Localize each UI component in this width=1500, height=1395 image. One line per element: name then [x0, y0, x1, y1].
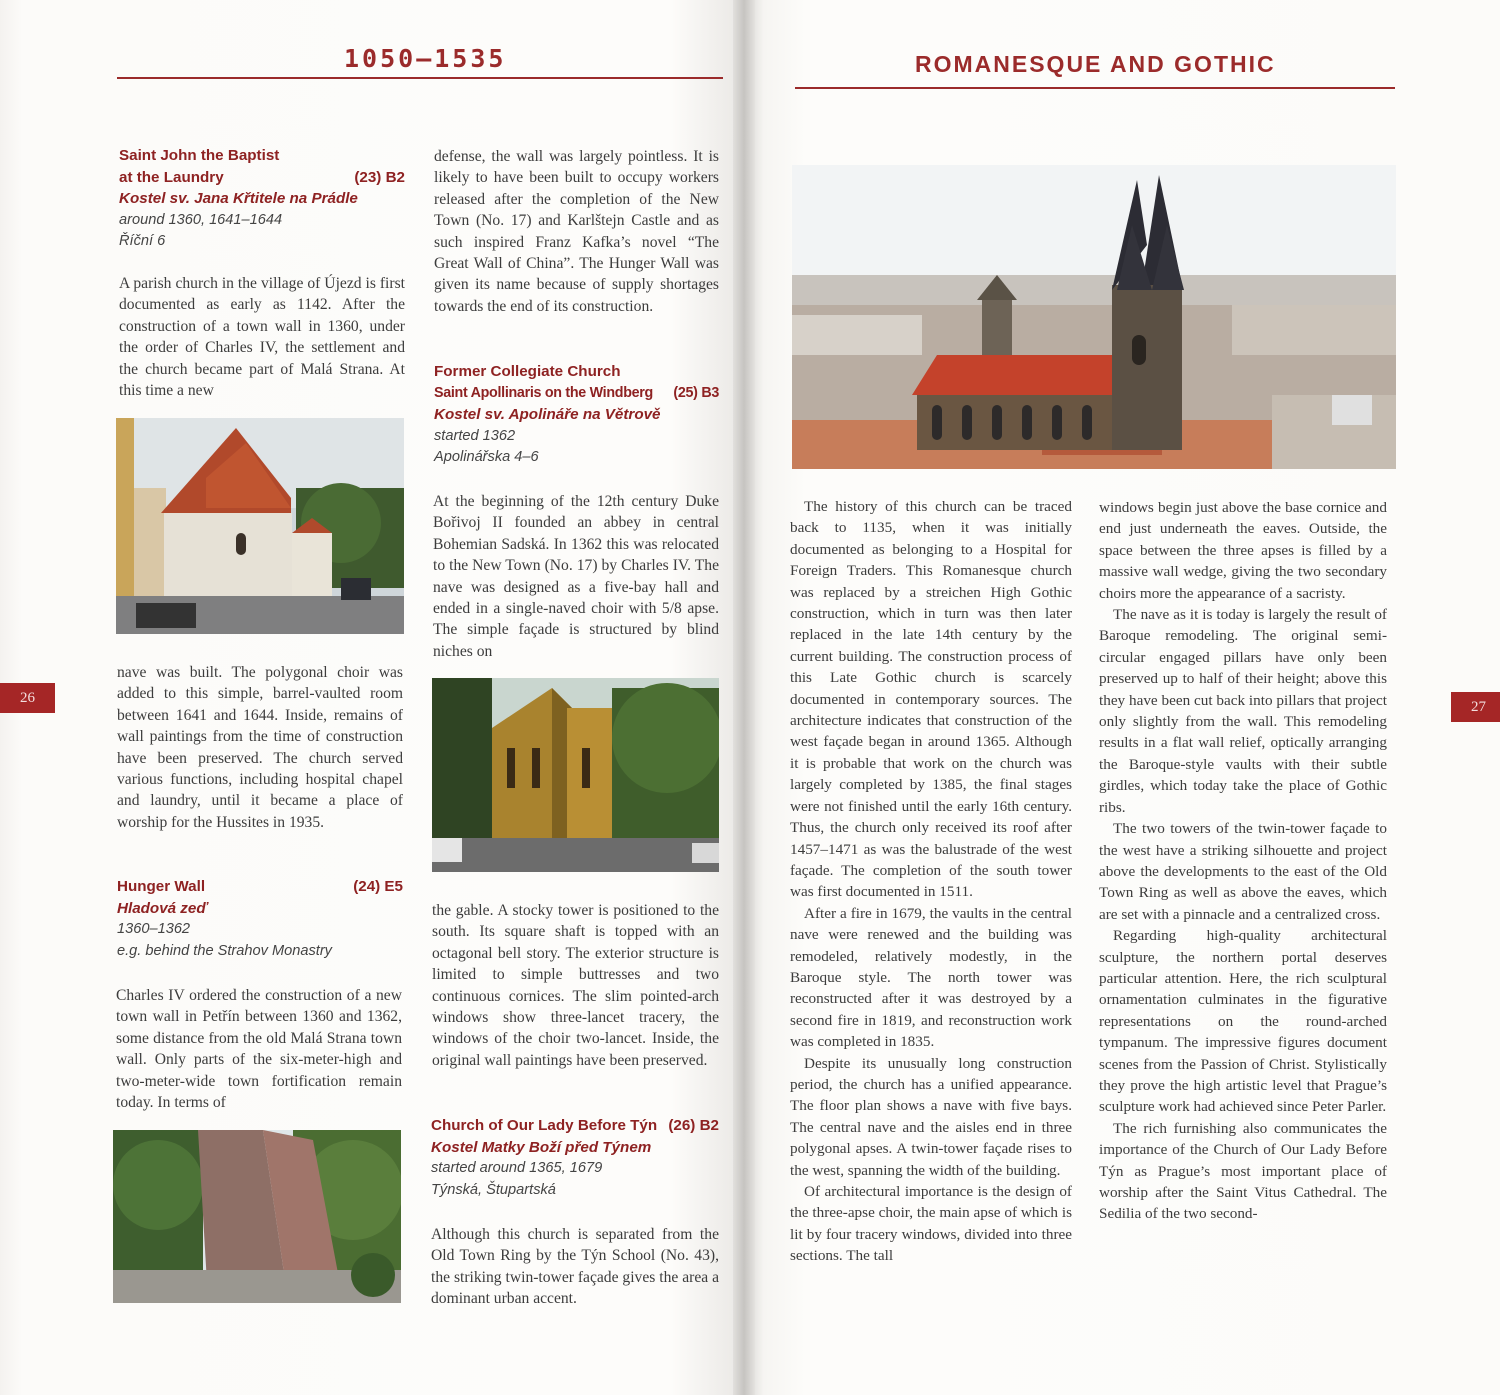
entry-23-ref: (23) B2	[354, 168, 405, 186]
right-col2-para-1: windows begin just above the base cornice and end just underneath the eaves. Outside, the space between the three apses is filled by a massive wall wedge, giving the two secondary choirs more the appearance of a sacristy.	[1099, 499, 1387, 602]
entry-23-title-2: at the Laundry (23) B2	[119, 167, 405, 189]
entry-23-text-a: A parish church in the village of Újezd is first documented as early as 1142. After the construction of a town wall in 1360, under the order of Charles IV, the settlement and the church became part of Malá Strana. At this time a new	[119, 275, 405, 400]
entry-24-text-continued: defense, the wall was largely pointless. It is likely to have been built to occupy workers released after the completion of the New Town (No. 17) and Karlštejn Castle and as such inspired Franz Kafka’s novel “The Great Wall of China”. The Hunger Wall was given its name because of supply shortages towards the end of its construction.	[434, 148, 719, 315]
entry-24-header	[117, 876, 403, 962]
entry-25-header	[434, 361, 719, 469]
entry-26-address: Týnská, Štupartská	[431, 1181, 556, 1198]
entry-25-title-2: Saint Apollinaris on the Windberg (25) B3	[434, 383, 719, 405]
right-col2-para-3: The two towers of the twin-tower façade to the west have a striking silhouette and project above the developments to the east of the Old Town Ring as well as above the eaves, which are set with a pinnacle and a centralized cross.	[1099, 820, 1387, 923]
entry-23-text-b: nave was built. The polygonal choir was added to this simple, barrel-vaulted room between 1641 and 1644. Inside, remains of wall paintings from the time of construction have been preserved. The church served various functions, including hospital chapel and laundry, until it became a place of worship for the Hussites in 1935.	[117, 664, 403, 831]
entry-23-local-name: Kostel sv. Jana Křtitele na Prádle	[119, 190, 358, 207]
right-col1-para-2: After a fire in 1679, the vaults in the central nave were renewed and the building was remodeled, relatively modestly, in the Baroque style. The north tower was reconstructed after it was destroyed by a second fire in 1819, and reconstruction work was completed in 1835.	[790, 904, 1072, 1051]
entry-25-address: Apolinářska 4–6	[434, 449, 539, 465]
entry-25-title-1: Former Collegiate Church	[434, 363, 621, 380]
entry-25-local-name: Kostel sv. Apolináře na Větrově	[434, 406, 661, 423]
right-col1-para-4: Of architectural importance is the design of the three-apse choir, the main apse of which is lit by four tracery windows, divided into three sections. The tall	[790, 1183, 1072, 1265]
right-col1-para-1: The history of this church can be traced back to 1135, when it was initially documented as belonging to a Hospital for Foreign Traders. This Romanesque church was replaced by a streichen High Gothic construction, which in turn was then later replaced in the late 14th century by the current building. The construction process of this Late Gothic church is scarcely documented in contemporary sources. The architecture indicates that construction of the west façade began in around 1365. Although it is probable that work on the church was largely completed by 1385, the final stages were not finished until the early 16th century. Thus, the church only received its roof after 1457–1471 as was the balustrade of the west façade. The completion of the south tower was first documented in 1511.	[790, 498, 1072, 901]
page-number-tab-right: 27	[1451, 692, 1500, 722]
entry-24-text: Charles IV ordered the construction of a new town wall in Petřín between 1360 and 1362, some distance from the old Malá Strana town wall. Only parts of the six-meter-high and two-meter-wide town fortification remain today. In terms of	[116, 987, 402, 1112]
photo-st-apollinaris	[432, 678, 719, 872]
right-column-2	[1099, 497, 1387, 1225]
photo-hunger-wall	[113, 1130, 401, 1303]
entry-26-header	[431, 1115, 719, 1201]
entry-25-text-b: the gable. A stocky tower is positioned to the south. Its square shaft is topped with an octagonal bell story. The exterior structure is limited to simple buttresses and two continuous cornices. The slim pointed-arch windows show three-lancet tracery, the windows of the choir two-lancet. Inside, the original wall paintings have been preserved.	[432, 902, 719, 1069]
right-col2-para-5: The rich furnishing also communicates the importance of the Church of Our Lady Before Týn as Prague’s most important place of worship after the Saint Vitus Cathedral. The Sedilia of the two second-	[1099, 1119, 1387, 1223]
entry-23-address: Říční 6	[119, 233, 166, 249]
entry-23-header	[119, 145, 405, 253]
entry-26-text: Although this church is separated from the Old Town Ring by the Týn School (No. 43), the striking twin-tower façade gives the area a dominant urban accent.	[431, 1226, 719, 1308]
right-column-1	[790, 496, 1072, 1267]
right-running-header: ROMANESQUE AND GOTHIC	[915, 51, 1276, 77]
entry-24-ref: (24) E5	[353, 878, 403, 895]
left-header-rule	[117, 77, 723, 79]
left-running-header: 1050–1535	[344, 44, 507, 73]
entry-25-text-a: At the beginning of the 12th century Duke Bořivoj II founded an abbey in central Bohemian Sadská. In 1362 this was relocated to the New Town (No. 17) by Charles IV. The nave was designed as a five-bay hall and ended in a single-naved choir with 5/8 apse. The simple façade is structured by blind niches on	[433, 493, 719, 660]
right-col1-para-3: Despite its unusually long construction period, the church has a unified appearance. The floor plan shows a nave with five bays. The central nave and the aisles end in three polygonal apses. A twin-tower façade rises to the west, spanning the width of the building.	[790, 1054, 1072, 1179]
entry-24-dates: 1360–1362	[117, 921, 191, 937]
entry-25-ref: (25) B3	[673, 384, 719, 401]
entry-23-dates: around 1360, 1641–1644	[119, 211, 283, 228]
entry-24-location: e.g. behind the Strahov Monastry	[117, 942, 332, 959]
entry-23-title-1: Saint John the Baptist	[119, 147, 280, 164]
entry-26-ref: (26) B2	[668, 1117, 719, 1134]
entry-25-dates: started 1362	[434, 427, 516, 444]
entry-26-title: Church of Our Lady Before Týn (26) B2	[431, 1115, 719, 1137]
entry-24-local-name: Hladová zeď	[117, 899, 208, 917]
right-col2-para-2: The nave as it is today is largely the result of Baroque remodeling. The original semi-circular engaged pillars have only been preserved up to half of their height; above this they have been cut back into pillars that project only slightly from the wall. This remodeling results in a flat wall relief, optically arranging the Baroque-style vaults with their subtle girdles, which today take the place of Gothic ribs.	[1099, 606, 1387, 816]
entry-24-title: Hunger Wall (24) E5	[117, 876, 403, 898]
right-header-rule	[795, 87, 1395, 89]
page-number-tab-left: 26	[0, 683, 55, 713]
entry-26-local-name: Kostel Matky Boží před Týnem	[431, 1138, 652, 1156]
book-gutter	[733, 0, 755, 1395]
right-col2-para-4: Regarding high-quality architectural sculpture, the northern portal deserves particular attention. Here, the rich sculptural ornamentation culminates in the figurative representations on the round-arched tympanum. The impressive figures document scenes from the Passion of Christ. Stylistically they prove the high artistic level that Prague’s sculpture work had achieved since Peter Parler.	[1099, 927, 1387, 1116]
entry-26-dates: started around 1365, 1679	[431, 1160, 603, 1176]
photo-st-john-church	[116, 418, 404, 634]
photo-tyn-church	[792, 165, 1396, 469]
